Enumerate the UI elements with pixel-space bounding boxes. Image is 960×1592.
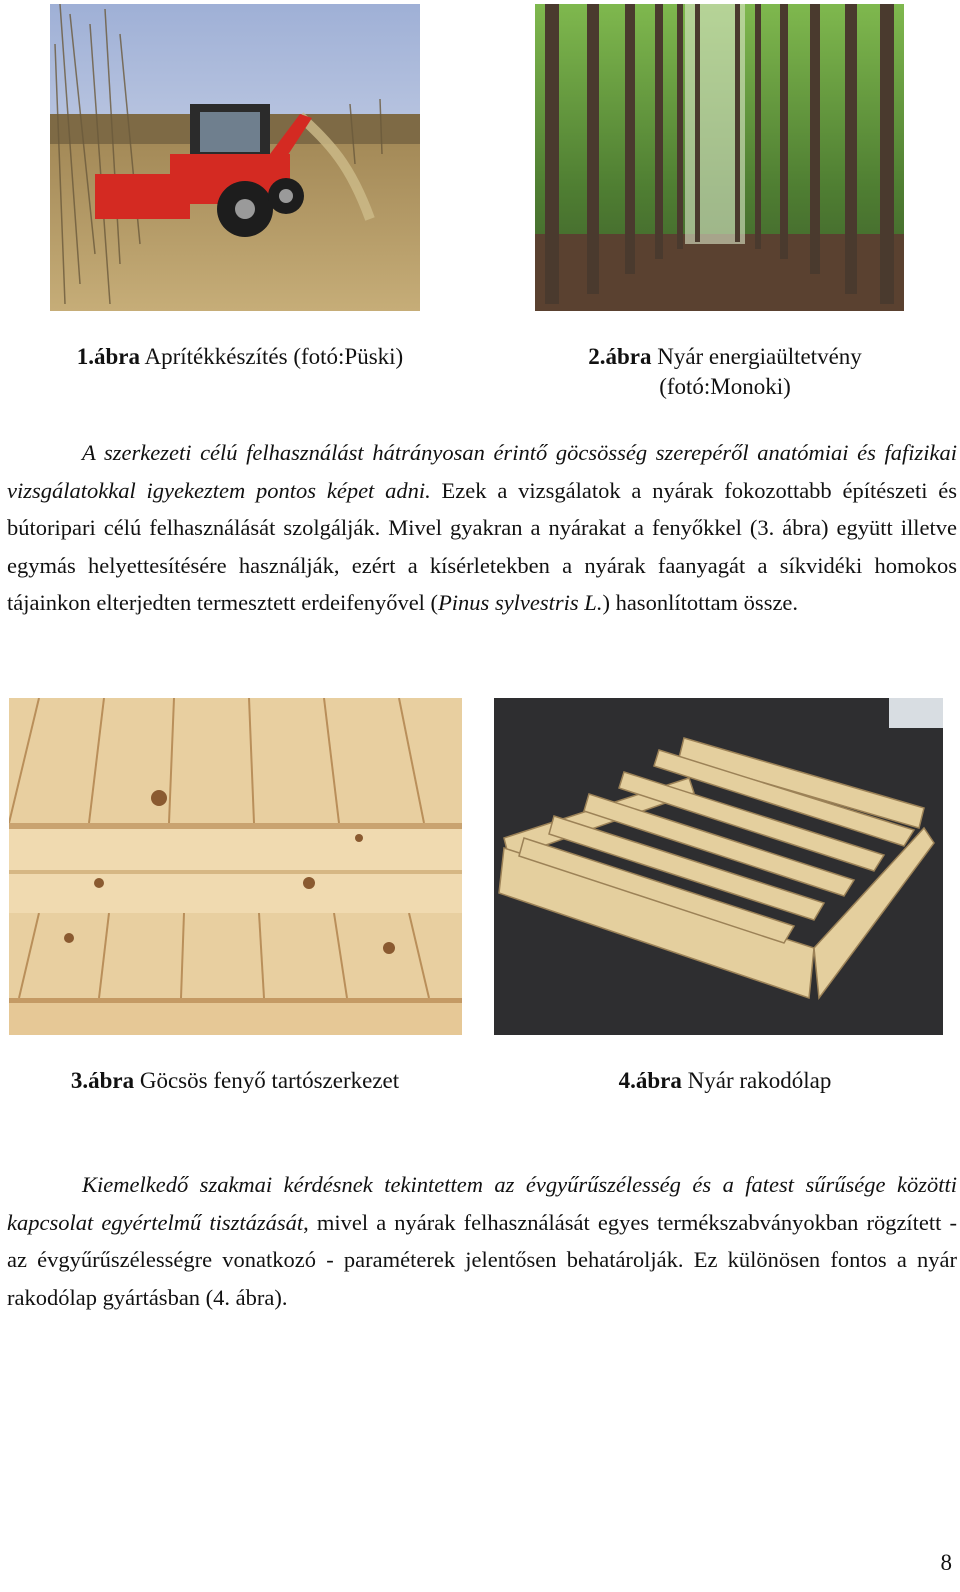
figure-2-photo — [535, 4, 904, 311]
figure-1-caption — [40, 342, 440, 372]
figure-4-label: 4.ábra — [618, 1068, 682, 1093]
figure-2-caption — [520, 342, 930, 402]
figure-4-caption — [560, 1066, 890, 1096]
paragraph-1-end: ) hasonlítottam össze. — [602, 590, 799, 616]
paragraph-2-text: , mivel a nyárak felhasználását egyes termékszabványokban rögzített - az évgyűrűszélességre vonatkozó - paraméterek jelentősen behatárolják. Ez különösen fontos a nyár rakodólap gyártásban (4. ábra). — [7, 1209, 958, 1310]
figure-2-label: 2.ábra — [588, 344, 652, 369]
paragraph-1 — [7, 434, 957, 622]
figure-4-photo — [494, 698, 943, 1035]
figure-3-photo — [9, 698, 462, 1035]
figure-2-caption-text: Nyár energiaültetvény — [657, 344, 862, 369]
figure-3-label: 3.ábra — [70, 1068, 135, 1093]
figure-3-caption-text: Göcsös fenyő tartószerkezet — [139, 1068, 400, 1093]
figure-4-caption-text: Nyár rakodólap — [687, 1068, 832, 1093]
figure-3-caption — [30, 1066, 440, 1096]
species-name: Pinus sylvestris L. — [438, 590, 603, 616]
figure-1-label: 1.ábra — [76, 344, 141, 369]
figure-1-caption-text: Aprítékkészítés (fotó:Püski) — [144, 344, 404, 369]
figure-2-caption-credit: (fotó:Monoki) — [659, 374, 791, 399]
paragraph-1-italic: A szerkezeti célú felhasználást hátrányosan érintő göcsösség szerepéről anatómiai és fafizikai vizsgálatokkal igyekeztem pontos képet adni. — [7, 440, 957, 503]
paragraph-2 — [7, 1166, 957, 1316]
page-number: 8 — [940, 1550, 952, 1575]
paragraph-2-italic: Kiemelkedő szakmai kérdésnek tekintettem az évgyűrűszélesség és a fatest sűrűsége közötti kapcsolat egyértelmű tisztázását — [7, 1172, 957, 1235]
figure-1-photo — [50, 4, 420, 311]
paragraph-1-text: Ezek a vizsgálatok a nyárak fokozottabb építészeti és bútoripari célú felhasználását szolgálják. Mivel gyakran a nyárakat a fenyőkkel (3. ábra) együtt illetve egymás helyettesítésére használják, ezért a kísérletekben a nyárak faanyagát a síkvidéki homokos tájainkon elterjedten termesztett erdeifenyővel ( — [7, 477, 958, 616]
